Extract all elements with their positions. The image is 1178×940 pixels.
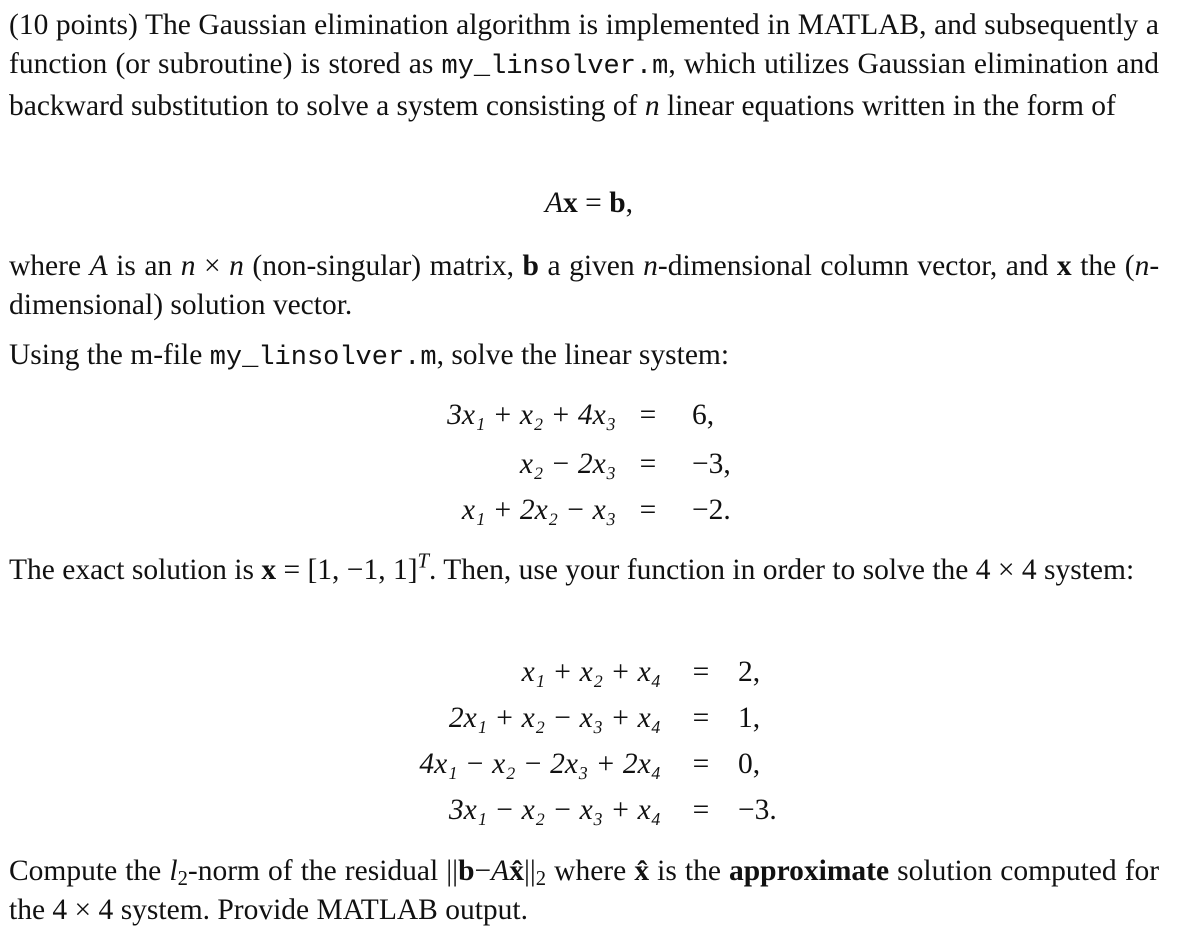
points-label: (10 points) (9, 9, 138, 41)
main-equation: Ax = b, (545, 187, 633, 219)
using-paragraph: Using the m-file my_linsolver.m, solve the linear system: (9, 339, 730, 373)
equation-row: 3x₁ − x₂ − x₃ + x₄ = −3. (448, 794, 777, 826)
equation-row: 3x₁ + x₂ + 4x₃ = 6, (447, 399, 715, 431)
approximate-emphasis: approximate (729, 855, 890, 887)
equation-row: 4x₁ − x₂ − 2x₃ + 2x₄ = 0, (419, 748, 761, 780)
equation-row: x₂ − 2x₃ = −3, (519, 448, 731, 480)
filename-code: my_linsolver.m (209, 343, 437, 373)
equation-row: 2x₁ + x₂ − x₃ + x₄ = 1, (448, 702, 761, 734)
compute-paragraph: Compute the $l_2$-norm of the residual $||b-Ax̂||_2$ where x̂ is the approximate solution computed for the 4 × 4 system. Provide MATLAB output. (9, 855, 1160, 926)
equation-row: x₁ + 2x₂ − x₃ = −2. (461, 494, 731, 526)
intro-paragraph: (10 points) The Gaussian elimination algorithm is implemented in MATLAB, and subsequently a function (or subroutine) is stored as my_linsolver.m, which utilizes Gaussian elimination and backward substitution to solve a system consisting of n linear equations written in the form of (9, 9, 1160, 122)
exact-paragraph: The exact solution is x = [1, −1, 1]$^T$. Then, use your function in order to solve the 4 × 4 system: (9, 550, 1135, 586)
where-paragraph: where A is an n × n (non-singular) matrix, b a given n-dimensional column vector, and x the (n-dimensional) solution vector. (9, 250, 1160, 321)
equation-row: x₁ + x₂ + x₄ = 2, (521, 656, 761, 688)
filename-code: my_linsolver.m (441, 52, 669, 82)
